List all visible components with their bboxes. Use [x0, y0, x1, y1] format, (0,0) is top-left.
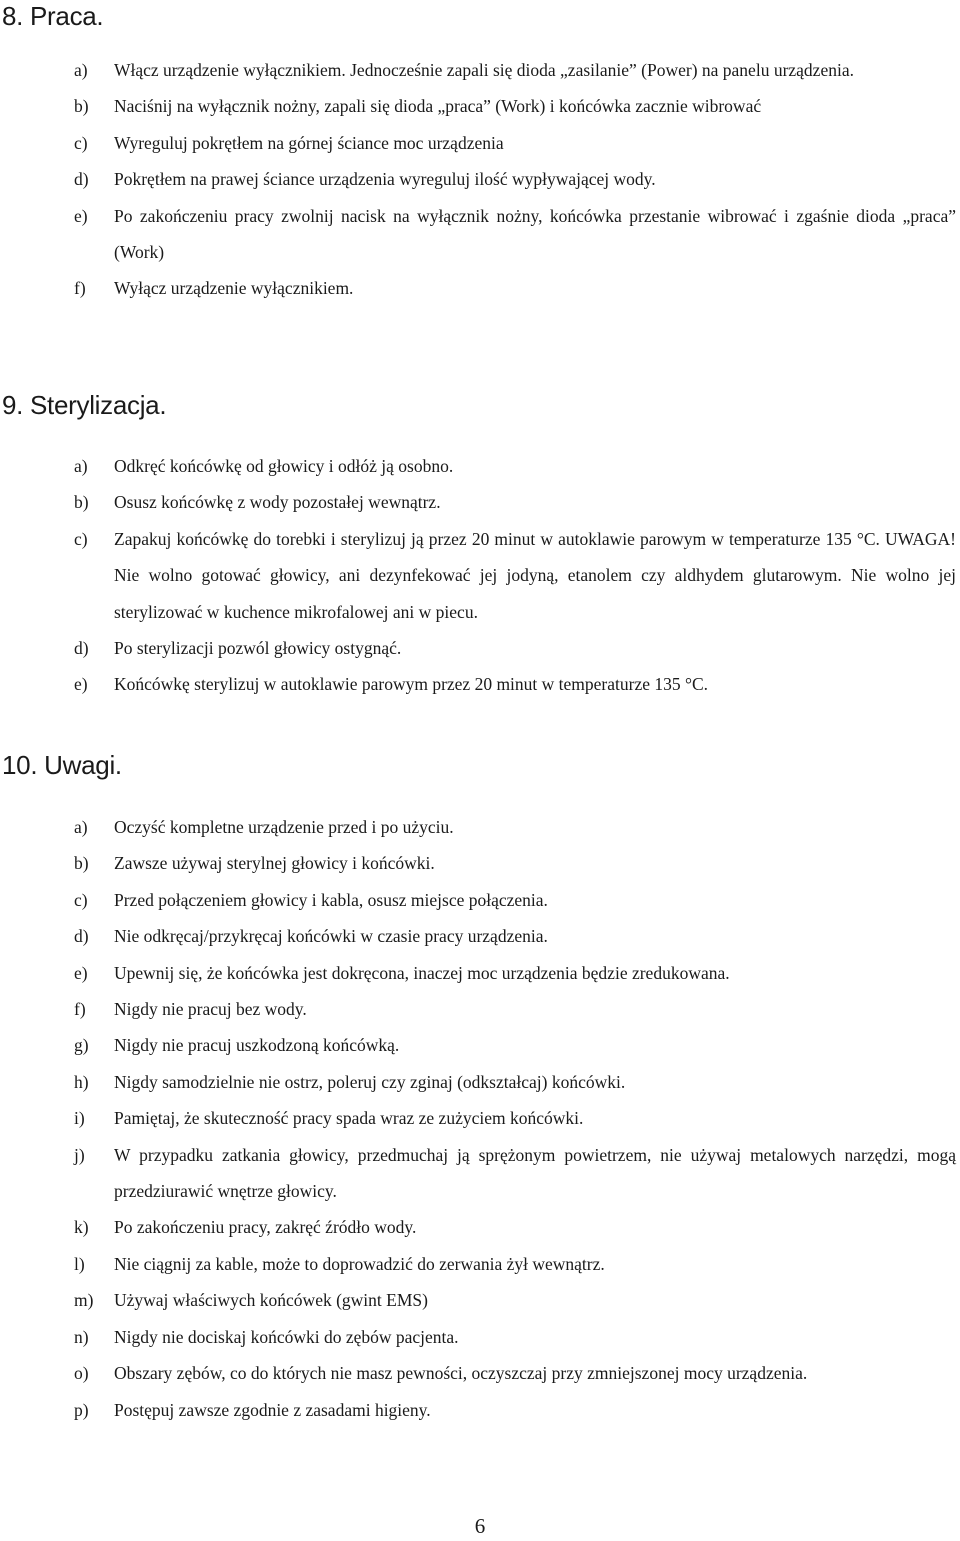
item-text: Nie odkręcaj/przykręcaj końcówki w czasie pracy urządzenia. — [114, 926, 548, 947]
item-text: Po zakończeniu pracy zwolnij nacisk na wyłącznik nożny, końcówka przestanie wibrować i zgaśnie dioda „praca” (Work) — [114, 205, 956, 263]
item-label: e) — [74, 962, 88, 983]
item-label: c) — [74, 528, 88, 549]
item-label: o) — [74, 1363, 89, 1384]
list-item — [0, 666, 960, 702]
list-item — [0, 1355, 960, 1391]
item-text: Zawsze używaj sterylnej głowicy i końcówki. — [114, 853, 435, 874]
section-heading-uwagi: 10. Uwagi. — [2, 750, 122, 780]
item-text: Nie ciągnij za kable, może to doprowadzić do zerwania żył wewnątrz. — [114, 1253, 605, 1274]
item-label: g) — [74, 1035, 89, 1056]
list-item — [0, 882, 960, 918]
item-text: Wyreguluj pokrętłem na górnej ściance moc urządzenia — [114, 132, 504, 153]
list-item — [0, 1100, 960, 1136]
item-text: Osusz końcówkę z wody pozostałej wewnątrz. — [114, 492, 441, 513]
list-item — [0, 809, 960, 845]
item-text: Po sterylizacji pozwól głowicy ostygnąć. — [114, 638, 402, 659]
list-item — [0, 1209, 960, 1245]
item-text: Naciśnij na wyłącznik nożny, zapali się dioda „praca” (Work) i końcówka zacznie wibrować — [114, 96, 762, 117]
item-label: f) — [74, 999, 86, 1020]
item-text: Nigdy nie pracuj bez wody. — [114, 999, 307, 1020]
list-praca — [0, 52, 960, 307]
item-text: Zapakuj końcówkę do torebki i sterylizuj ją przez 20 minut w autoklawie parowym w temperaturze 135 °C. UWAGA! Nie wolno gotować głowicy, ani dezynfekować jej jodyną, etanolem czy aldhydem glutarowym. Nie wolno jej sterylizować w kuchence mikrofalowej ani w piecu. — [114, 528, 956, 622]
item-label: d) — [74, 638, 89, 659]
list-item — [0, 270, 960, 306]
item-text: Oczyść kompletne urządzenie przed i po użyciu. — [114, 817, 454, 837]
list-item — [0, 1137, 960, 1210]
item-text: Po zakończeniu pracy, zakręć źródło wody. — [114, 1217, 417, 1238]
list-item — [0, 918, 960, 954]
list-item — [0, 1392, 960, 1428]
list-item — [0, 88, 960, 124]
item-label: h) — [74, 1071, 89, 1092]
item-label: j) — [74, 1144, 85, 1165]
list-item — [0, 198, 960, 271]
section-heading-praca: 8. Praca. — [2, 1, 104, 31]
item-text: Odkręć końcówkę od głowicy i odłóż ją osobno. — [114, 456, 454, 476]
item-label: d) — [74, 169, 89, 190]
item-text: Używaj właściwych końcówek (gwint EMS) — [114, 1290, 428, 1311]
item-label: k) — [74, 1217, 89, 1238]
item-text: Przed połączeniem głowicy i kabla, osusz miejsce połączenia. — [114, 889, 548, 910]
list-item — [0, 845, 960, 881]
item-label: a) — [74, 60, 88, 80]
item-label: c) — [74, 132, 88, 153]
list-item — [0, 1027, 960, 1063]
item-text: Nigdy samodzielnie nie ostrz, poleruj czy zginaj (odkształcaj) końcówki. — [114, 1071, 626, 1092]
item-label: b) — [74, 492, 89, 513]
list-sterylizacja — [0, 448, 960, 703]
item-label: e) — [74, 205, 88, 226]
list-item — [0, 448, 960, 484]
page-number: 6 — [474, 1514, 486, 1538]
list-item — [0, 161, 960, 197]
item-label: i) — [74, 1108, 85, 1129]
item-label: l) — [74, 1253, 85, 1274]
item-label: f) — [74, 278, 86, 299]
item-text: Wyłącz urządzenie wyłącznikiem. — [114, 278, 354, 299]
item-label: d) — [74, 926, 89, 947]
list-item — [0, 1282, 960, 1318]
item-label: e) — [74, 674, 88, 695]
item-text: Pokrętłem na prawej ściance urządzenia wyreguluj ilość wypływającej wody. — [114, 169, 656, 190]
list-item — [0, 991, 960, 1027]
list-item — [0, 125, 960, 161]
list-item — [0, 630, 960, 666]
item-text: Końcówkę sterylizuj w autoklawie parowym przez 20 minut w temperaturze 135 °C. — [114, 674, 709, 695]
item-text: Upewnij się, że końcówka jest dokręcona, inaczej moc urządzenia będzie zredukowana. — [114, 962, 730, 983]
list-item — [0, 521, 960, 630]
list-uwagi — [0, 809, 960, 1428]
item-label: n) — [74, 1326, 89, 1347]
item-text: W przypadku zatkania głowicy, przedmuchaj ją sprężonym powietrzem, nie używaj metalowych narzędzi, mogą przedziurawić wnętrze głowicy. — [114, 1144, 956, 1202]
item-text: Obszary zębów, co do których nie masz pewności, oczyszczaj przy zmniejszonej mocy urządzenia. — [114, 1363, 808, 1384]
item-text: Nigdy nie dociskaj końcówki do zębów pacjenta. — [114, 1326, 459, 1347]
item-label: c) — [74, 889, 88, 910]
item-label: m) — [74, 1290, 94, 1311]
list-item — [0, 484, 960, 520]
list-item — [0, 955, 960, 991]
list-item — [0, 52, 960, 88]
item-text: Postępuj zawsze zgodnie z zasadami higieny. — [114, 1399, 431, 1420]
section-heading-sterylizacja: 9. Sterylizacja. — [2, 390, 167, 420]
item-text: Nigdy nie pracuj uszkodzoną końcówką. — [114, 1035, 400, 1056]
item-text: Pamiętaj, że skuteczność pracy spada wraz ze zużyciem końcówki. — [114, 1108, 584, 1129]
item-text: Włącz urządzenie wyłącznikiem. Jednocześnie zapali się dioda „zasilanie” (Power) na panelu urządzenia. — [114, 60, 854, 80]
list-item — [0, 1064, 960, 1100]
list-item — [0, 1246, 960, 1282]
item-label: b) — [74, 853, 89, 874]
list-item — [0, 1319, 960, 1355]
item-label: p) — [74, 1399, 89, 1420]
item-label: a) — [74, 817, 88, 837]
item-label: b) — [74, 96, 89, 117]
item-label: a) — [74, 456, 88, 476]
